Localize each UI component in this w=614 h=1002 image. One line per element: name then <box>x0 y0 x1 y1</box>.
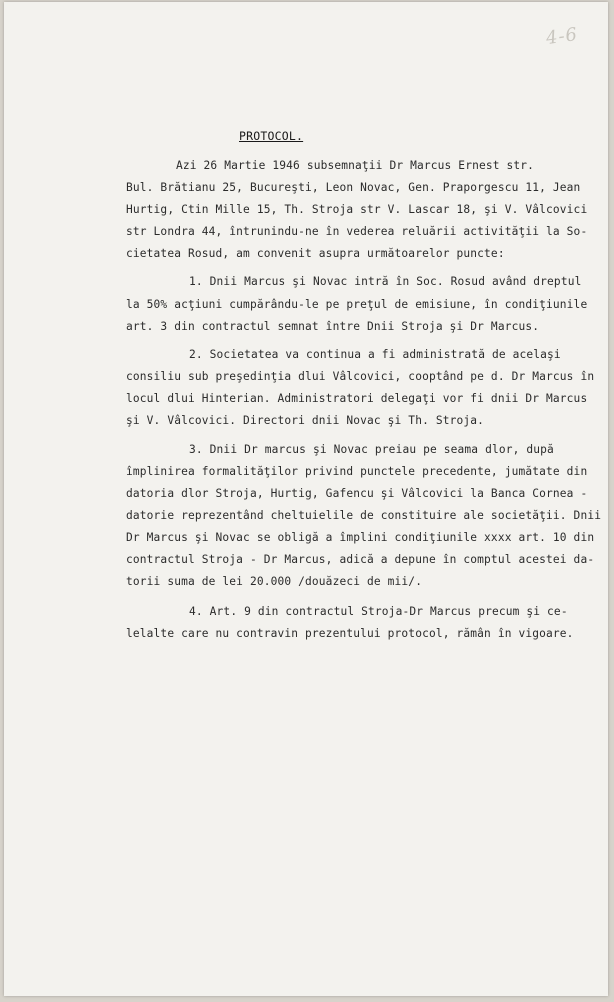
text-line-15: datoria dlor Stroja, Hurtig, Gafencu şi Vâlcovici la Banca Cornea - <box>126 487 588 500</box>
corner-pencil-mark: 4-6 <box>544 23 580 50</box>
text-line-16: datorie reprezentând cheltuielile de constituire ale societăţii. Dnii <box>126 509 602 522</box>
text-line-14: împlinirea formalităţilor privind punctele precedente, jumătate din <box>126 465 588 478</box>
text-line-13: 3. Dnii Dr marcus şi Novac preiau pe seama dlor, după <box>189 443 554 456</box>
document-page <box>4 2 608 996</box>
text-line-1: Azi 26 Martie 1946 subsemnaţii Dr Marcus Ernest str. <box>176 159 535 172</box>
text-line-17: Dr Marcus şi Novac se obligă a împlini condiţiunile xxxx art. 10 din <box>126 531 595 544</box>
text-line-20: 4. Art. 9 din contractul Stroja-Dr Marcus precum şi ce- <box>189 605 568 618</box>
document-title: PROTOCOL. <box>239 129 304 143</box>
text-line-21: lelalte care nu contravin prezentului protocol, rămân în vigoare. <box>126 627 574 640</box>
text-line-8: art. 3 din contractul semnat între Dnii Stroja şi Dr Marcus. <box>126 320 540 333</box>
text-line-2: Bul. Brătianu 25, Bucureşti, Leon Novac, Gen. Praporgescu 11, Jean <box>126 181 581 194</box>
text-line-4: str Londra 44, întrunindu-ne în vederea reluării activităţii la So- <box>126 225 588 238</box>
text-line-19: torii suma de lei 20.000 /douăzeci de mii/. <box>126 575 423 588</box>
text-line-5: cietatea Rosud, am convenit asupra următoarelor puncte: <box>126 247 505 260</box>
text-line-6: 1. Dnii Marcus şi Novac intră în Soc. Rosud având dreptul <box>189 275 582 288</box>
text-line-9: 2. Societatea va continua a fi administrată de acelaşi <box>189 348 561 361</box>
text-line-12: şi V. Vâlcovici. Directori dnii Novac şi Th. Stroja. <box>126 414 485 427</box>
text-line-11: locul dlui Hinterian. Administratori delegaţi vor fi dnii Dr Marcus <box>126 392 588 405</box>
text-line-7: la 50% acţiuni cumpărându-le pe preţul de emisiune, în condiţiunile <box>126 298 588 311</box>
text-line-18: contractul Stroja - Dr Marcus, adică a depune în comptul acestei da- <box>126 553 595 566</box>
text-line-10: consiliu sub preşedinţia dlui Vâlcovici, cooptând pe d. Dr Marcus în <box>126 370 595 383</box>
text-line-3: Hurtig, Ctin Mille 15, Th. Stroja str V. Lascar 18, şi V. Vâlcovici <box>126 203 588 216</box>
